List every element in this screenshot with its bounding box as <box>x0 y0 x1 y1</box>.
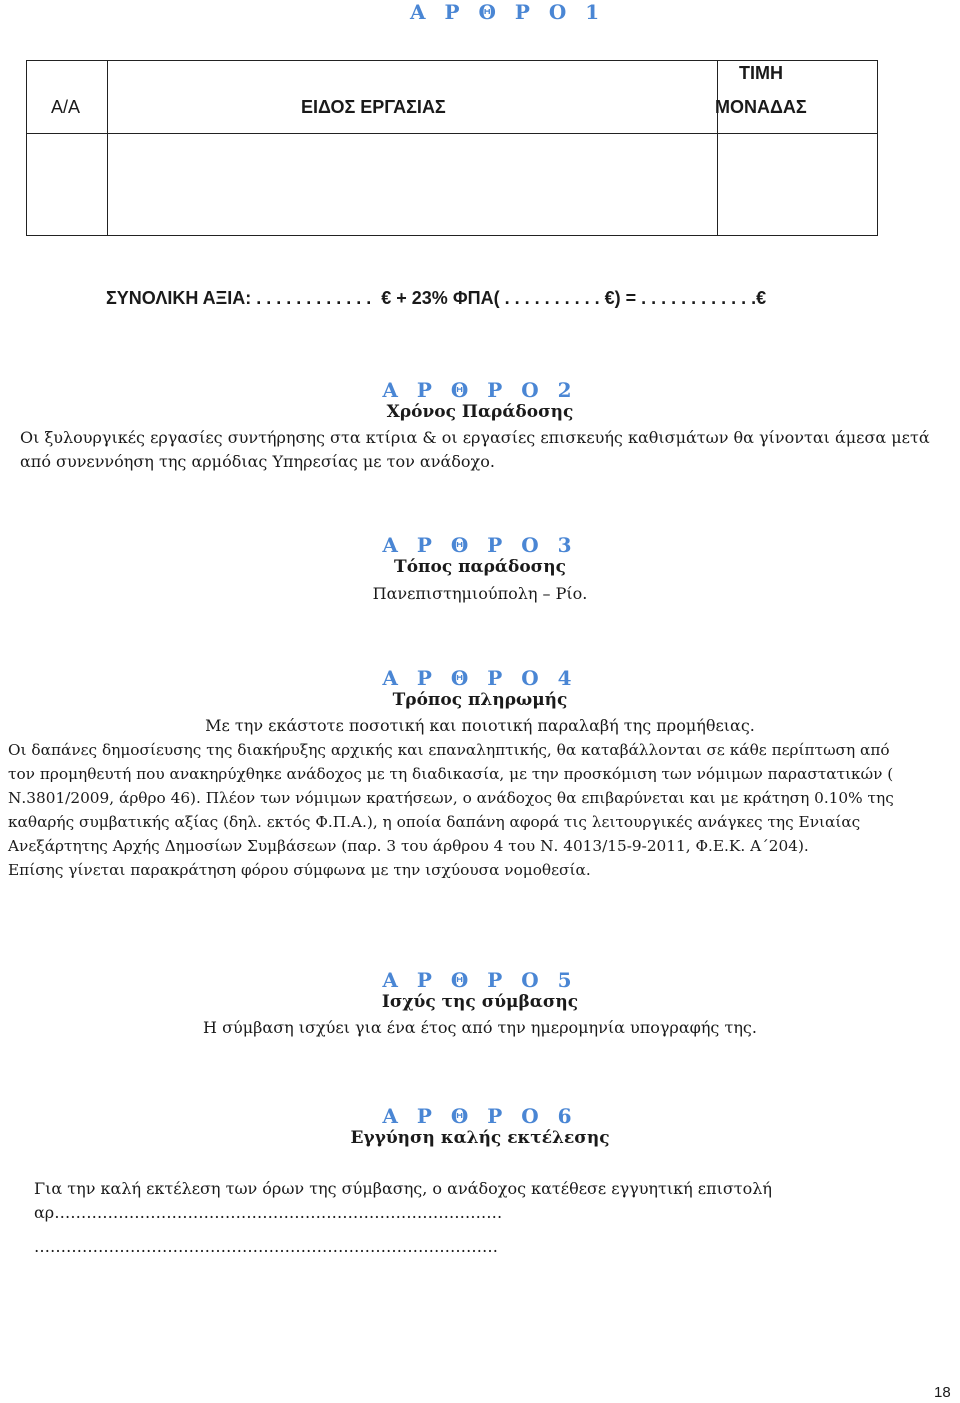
price-table <box>26 60 878 236</box>
article-4-paragraph-line: Ν.3801/2009, άρθρο 46). Πλέον των νόμιμων κρατήσεων, ο ανάδοχος θα επιβαρύνεται και με κράτηση 0.10% της <box>8 789 894 807</box>
table-divider <box>717 61 718 235</box>
article-6-text-line1: Για την καλή εκτέλεση των όρων της σύμβασης, ο ανάδοχος κατέθεσε εγγυητική επιστολή <box>34 1179 773 1198</box>
column-header-unit-price-line1: ΤΙΜΗ <box>739 63 783 83</box>
article-4-heading: Α Ρ Θ Ρ Ο 4 <box>382 666 578 690</box>
article-3-subtitle: Τόπος παράδοσης <box>394 557 566 577</box>
article-5-subtitle: Ισχύς της σύμβασης <box>381 992 579 1012</box>
article-2-text-line2: από συνεννόηση της αρμόδιας Υπηρεσίας με τον ανάδοχο. <box>20 452 495 471</box>
article-5-text: Η σύμβαση ισχύει για ένα έτος από την ημερομηνία υπογραφής της. <box>203 1018 757 1037</box>
table-divider <box>107 61 108 235</box>
article-4-subtitle: Τρόπος πληρωμής <box>392 690 568 710</box>
article-2-text-line1: Οι ξυλουργικές εργασίες συντήρησης στα κτίρια & οι εργασίες επισκευής καθισμάτων θα γίνονται άμεσα μετά <box>20 428 930 447</box>
article-4-paragraph-line: τον προμηθευτή που ανακηρύχθηκε ανάδοχος με τη διαδικασία, με την προσκόμιση των νόμιμων παραστατικών ( <box>8 765 894 783</box>
article-4-text-line1: Με την εκάστοτε ποσοτική και ποιοτική παραλαβή της προμήθειας. <box>205 716 755 735</box>
column-header-aa: Α/Α <box>51 97 81 117</box>
table-divider <box>27 133 877 134</box>
article-2-subtitle: Χρόνος Παράδοσης <box>386 402 574 422</box>
article-4-paragraph-line: Επίσης γίνεται παρακράτηση φόρου σύμφωνα με την ισχύουσα νομοθεσία. <box>8 861 591 879</box>
article-4-paragraph-line: Οι δαπάνες δημοσίευσης της διακήρυξης αρχικής και επαναληπτικής, θα καταβάλλονται σε κάθε περίπτωση από <box>8 741 890 759</box>
article-6-text-line3: …………………………………………………………………………… <box>34 1237 498 1256</box>
article-6-subtitle: Εγγύηση καλής εκτέλεσης <box>350 1128 610 1148</box>
article-3-text: Πανεπιστημιούπολη – Ρίο. <box>372 584 588 603</box>
article-1-heading: Α Ρ Θ Ρ Ο 1 <box>410 0 606 24</box>
article-3-heading: Α Ρ Θ Ρ Ο 3 <box>382 533 578 557</box>
column-header-work-type: ΕΙΔΟΣ ΕΡΓΑΣΙΑΣ <box>301 97 446 117</box>
article-5-heading: Α Ρ Θ Ρ Ο 5 <box>382 968 578 992</box>
column-header-unit-price-line2: ΜΟΝΑΔΑΣ <box>715 97 807 117</box>
total-value-line: ΣΥΝΟΛΙΚΗ ΑΞΙΑ: . . . . . . . . . . . . € + 23% ΦΠΑ( . . . . . . . . . . €) = . . . . . . . . . . . .€ <box>106 288 767 308</box>
article-2-heading: Α Ρ Θ Ρ Ο 2 <box>382 378 578 402</box>
page-number: 18 <box>934 1384 951 1401</box>
article-6-text-line2: αρ………………………………………………………………………… <box>34 1203 503 1222</box>
article-4-paragraph-line: Ανεξάρτητης Αρχής Δημοσίων Συμβάσεων (παρ. 3 του άρθρου 4 του Ν. 4013/15-9-2011, Φ.Ε.Κ. Α΄204). <box>8 837 809 855</box>
article-4-paragraph-line: καθαρής συμβατικής αξίας (δηλ. εκτός Φ.Π.Α.), η οποία δαπάνη αφορά τις λειτουργικές ανάγκες της Ενιαίας <box>8 813 861 831</box>
article-6-heading: Α Ρ Θ Ρ Ο 6 <box>382 1104 578 1128</box>
